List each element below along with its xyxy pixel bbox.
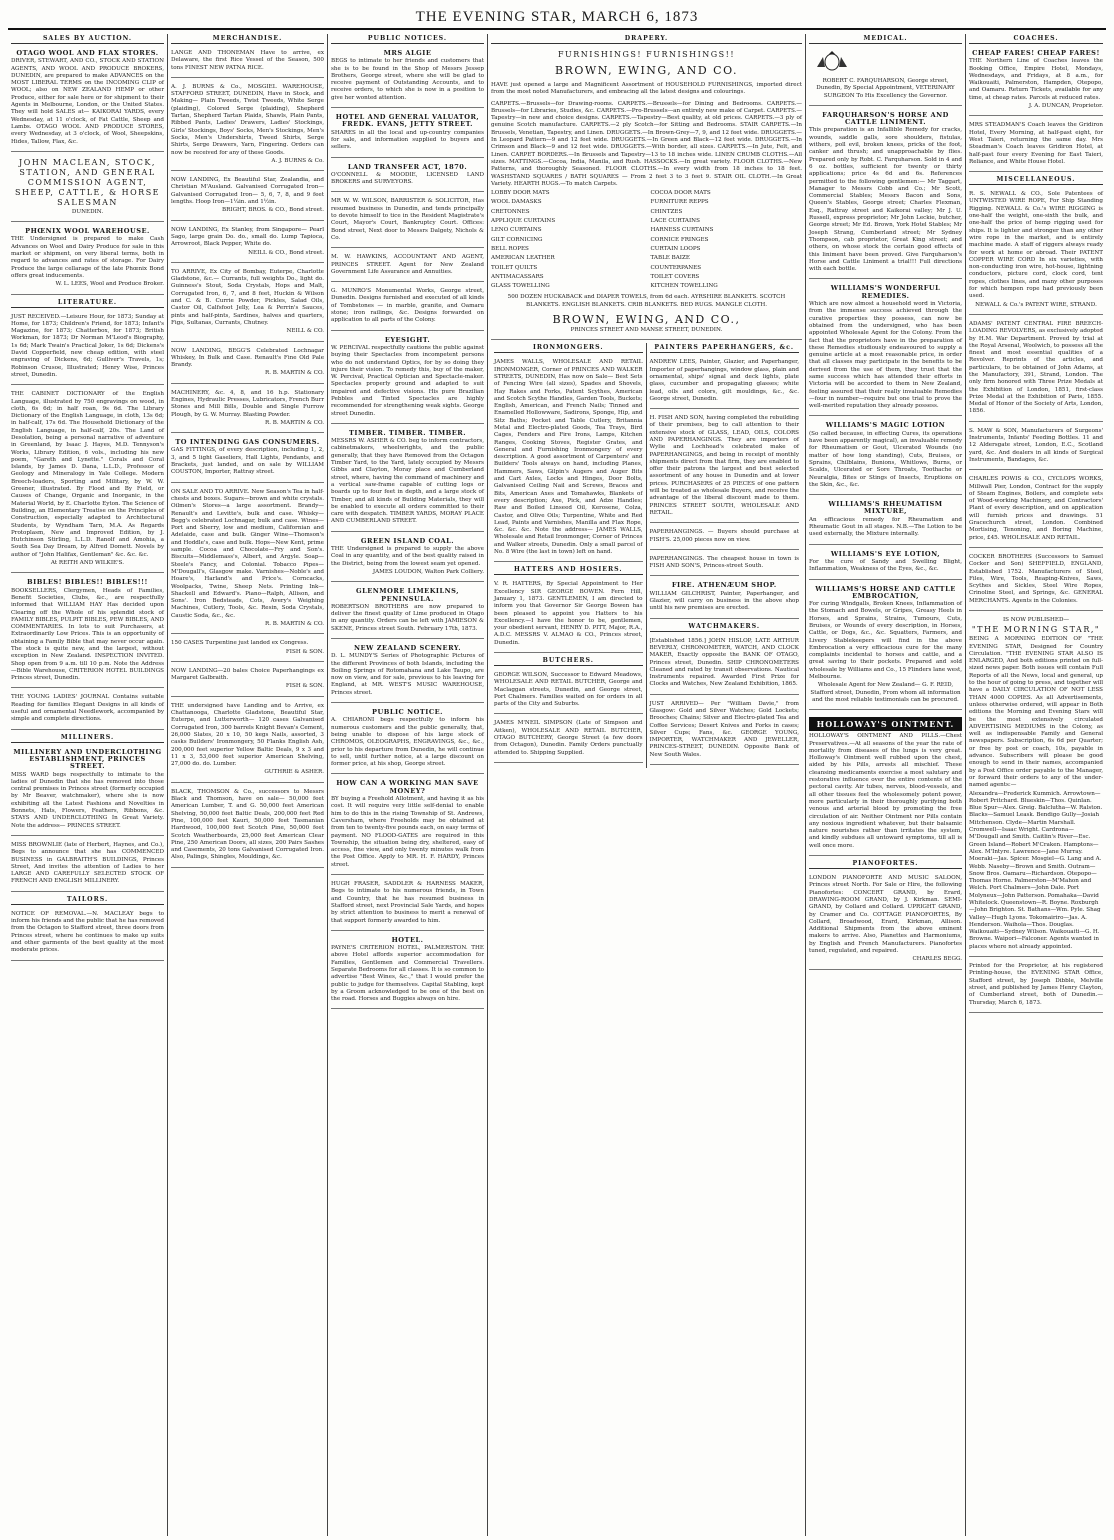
ad-lange-thoneman: LANGE AND THONEMAN Have to arrive, ex Delaware, the first Rice Vessel of the Season, 500 tons FINEST NEW PATNA RICE. — [171, 47, 324, 78]
section-heading: COACHES. — [969, 34, 1103, 44]
holloway-banner: HOLLOWAY'S OINTMENT. — [809, 717, 962, 731]
furnishing-item: KITCHEN TOWELLING — [650, 283, 718, 290]
ad-andrew-lees: ANDREW LEES, Painter, Glazier, and Paperhanger, Importer of paperhangings, window glass, plain and ornamental, ships' signal and deck lights, plate glass, cucumber and propagating glasses; white lead, oils and colors, gilt mouldings, &c., &c. George street, Dunedin. — [650, 356, 800, 409]
ad-hatters: V. R. HATTERS, By Special Appointment to Her Excellency SIR GEORGE BOWEN. Fern Hill, January 1, 1873. GENTLEMEN, I am directed to inform you that Governor Sir George Bowen has been pleased to appoint you Hatters to his Excellency.—I have the honor to be, gentlemen, your obedient servant, HENRY D. PITT, Major, R.A., A.D.C. MESSRS V. ALMAO & CO., Princes street, Dunedin. — [494, 578, 643, 653]
ad-fire-athenaeum: FIRE. ATHENÆUM SHOP. WILLIAM GILCHRIST, Painter, Paperhanger, and Glazier, will carry on business in the above shop until his new premises are erected. — [650, 579, 800, 618]
ad-turpentine: 150 CASES Turpentine just landed ex Congress. FISH & SON. — [171, 637, 324, 662]
royal-crest-icon — [809, 51, 855, 71]
ad-gas-fittings: TO INTENDING GAS CONSUMERS. GAS FITTINGS, of every description, including 1, 2, 3, and 5 light Gaseliers, Hall Lights, Pendants, and Brackets, just landed, and on sale by WILLIAM COUSTON, Importer, Rattray street. — [171, 436, 324, 482]
ad-literature: JUST RECEIVED.—Leisure Hour, for 1873; Sunday at Home, for 1873; Children's Friend, for 1873; Infant's Magazine, for 1873; Chatterbox, for 1873; British Workman, for 1873; Dr Norman M'Leod's Biography, 1s 6d; Mark Twain's Practical Joker, 1s 6d; Dickens's David Copperfield, new cheap edition, with steel engraving of Dickens, 6d; Gulliver's Travels, 1s; Robinson Crusoe, Illustrated; Henry Wise, Princes street, Dunedin. — [11, 311, 164, 386]
ad-bright-bros: NOW LANDING, Ex Beautiful Star, Zealandia, and Christian M'Ausland. Galvanised Corrugated Iron— Galvanised Corrugated Iron— 5, 6, 7, 8, and 9 feet lengths. Hoop Iron—1¼in. and 1½in. BRIGHT, BROS. & CO., Bond street. — [171, 174, 324, 220]
ad-george-wilson: GEORGE WILSON, Successor to Edward Meadows, WHOLESALE AND RETAIL BUTCHER, George and Maclaggan streets, Dunedin, and George street, Port Chalmers. Families waited on for orders in all parts of the City and Suburbs. — [494, 669, 643, 714]
ad-newall: R. S. NEWALL & CO., Sole Patentees of UNTWISTED WIRE ROPE, For Ship Standing Rigging. NEWALL & Co.'s WIRE RIGGING is one-half the weight, one-sixth the bulk, and one-half the price of hemp rigging used for ships. It is lighter and stronger than any other wire rope in the market, and is entirely machine made. A staff of riggers always ready for work at home or abroad. Their PATENT COPPER WIRE CORD In six varieties, with non-conducting iron wire, hot-house, lightning conductors, picture cord, clock cord, tent ropes, clothes lines, and many other purposes for which hempen rope had previously been used. NEWALL & Co.'s PATENT WIRE, STRAND. — [969, 188, 1103, 315]
ad-munro-monumental: G. MUNRO'S Monumental Works, George street, Dunedin. Designs furnished and executed of all kinds of Tombstones — in marble, granite, and Oamaru stone; iron railings, &c. Designs forwarded on application to all parts of the Colony. — [331, 285, 484, 330]
section-heading: DRAPERY. — [491, 34, 802, 44]
ad-embrocation: WILLIAMS'S HORSE AND CATTLE EMBROCATION, For curing Windgalls, Broken Knees, Inflammation of the Stomach and Bowels, or Gripes, Greasy Heels in Horses, and Sprains, Strains, Tumours, Cuts, Bruises, or Wounds of every description, in Horses, Cattle, or Dogs, &c., &c. Squatters, Farmers, and Livery Stablekeepers will find in the above Embrocation a very efficacious cure for the many complaints incidental to horses and cattle, and a great saving to their pockets. Prepared and sold wholesale by Williams and Co., 15 Flinders lane west, Melbourne. Wholesale Agent for New Zealand— G. F. REID, Stafford street, Dunedin, From whom all information and the most reliable testimonials can be procured. — [809, 583, 962, 711]
ad-maw-and-son: S. MAW & SON, Manufacturers of Surgeons' Instruments, Infants' Feeding Bottles. 11 and 12 Aldersgate street, London, E.C., Scotland yard, &c. And dealers in all kinds of Surgical Instruments, Bandages, &c. — [969, 425, 1103, 470]
section-heading: LITERATURE. — [11, 298, 164, 308]
ad-wilson-barrister: MR W. W. WILSON, BARRISTER & SOLICITOR, Has resumed business in Dunedin, and tends principally to devote himself to tice in the Resident Magistrate's Court, Mayor's Court, Bankruptcy Court. Offices: Bond street, Next door to Messrs Dalgety, Nichols & Co. — [331, 195, 484, 248]
furnishing-item: GILT CORNICING — [491, 236, 543, 243]
furnishing-item: CORNICE FRINGES — [650, 236, 709, 243]
furnishing-item: COUNTERPANES — [650, 264, 702, 271]
ad-black-thomson: BLACK, THOMSON & Co., successors to Messrs Black and Thomson, have on sale— 50,000 feet American Lumber, T. and G. 50,000 feet American Shelving, 50,000 feet Baltic Deals, 200,000 feet Red Pine, 100,000 feet Kauri, 50,000 feet Tasmanian Hardwood, 100,000 feet Scotch Pine, 50,000 feet Scotch Weatherboards, 25,000 feet American Clear Pine, 250 American Doors, all sizes, 200 Pairs Sashes and Casements, 20 tons Galvanised Corrugated Iron. Also, Palings, Shingles, Mouldings, &c. — [171, 786, 324, 868]
ad-burns-mosgiel: A. J. BURNS & Co., MOSGIEL WAREHOUSE, STAFFORD STREET, DUNEDIN, Have in Stock, and Making— Plain Tweeds, Twist Tweeds, White Serge (plaiding), Colored Serge (plaiding), Shepherd Tartan, Shepherd Tartan Plaids, Shawls, Plain Pants, Ribbed Pants, Ladies' Drawers, Ladies' Stockings, Girls' Stockings, Boys' Socks, Men's Stockings, Men's Socks, Men's Undershirts, Tweed Shirts, Serge Shirts, Serge Drawers, Yarn, Fingering. Orders can now be received for any of these Goods. A. J. BURNS & Co. — [171, 81, 324, 171]
ad-hotel-valuator: HOTEL AND GENERAL VALUATOR, FREDK. EVANS, JETTY STREET. SHARES in all the local and up-country companies for sale, and information supplied to buyers and sellers. — [331, 111, 484, 157]
furnishing-item: ANTIMACASSARS — [491, 273, 544, 280]
ad-timber: TIMBER. TIMBER. TIMBER. MESSRS W. ASHER & CO. beg to inform contractors, cabinetmakers, wheelwrights, and the public generally, that they have Removed from the Octagon Timber Yard, to the Yard, lately occupied by Messrs Gibbs and Clayton, Moray place and Cumberland street, where, having the command of machinery and a vertical saw-frame capable of cutting logs or boards up to four feet in depth, and a large stock of Timber, and all kinds of Building Materials, they will be enabled to execute all orders committed to their care with despatch. TIMBER YARDS, MORAY PLACE AND CUMBERLAND STREET. — [331, 427, 484, 532]
masthead: THE EVENING STAR, MARCH 6, 1873 — [8, 4, 1106, 30]
ad-george-young: JUST ARRIVED— Per "William Davie," from Glasgow: Gold and Silver Watches; Gold Lockets; Brooches; Chains; Silver and Electro-plated Tea and Coffee Services; Desert Knives and Forks in cases; Silver Cups; Fans, &c. GEORGE YOUNG, IMPORTER, WATCHMAKER AND JEWELLER, PRINCES-STREET, DUNEDIN. Opposite Bank of New South Wales. — [650, 698, 800, 765]
ad-holloway: HOLLOWAY'S OINTMENT. HOLLOWAY'S OINTMENT AND PILLS.—Chest Preservatives.—At all seasons of the year the rate of mortality from diseases of the lungs is very great. Holloway's Ointment well rubbed upon the chest, aided by his Pills, arrests all mischief. These cleansing medicaments exercise a most salutary and restorative influence over the entire contents of the pectoral cavity. Air tubes, nerves, blood-vessels, and all other tissues feel the wholesomely potent power, more particularly in their thoroughly purifying both venous and arterial blood by promoting the free circulation of air. Neither Ointment nor Pills contain any noxious ingredient whatever, but their balsamic nature nourishes rather than irritates the system, and kindly subdues all untoward symptoms, till all is well once more. — [809, 713, 962, 856]
ad-glenmore-limekilns: GLENMORE LIMEKILNS, PENINSULA. ROBERTSON BROTHERS are now prepared to deliver the finest quality of Lime produced in Otago in any quantity. Orders can be left with JAMIESON & SKENE, Princes street South. February 17th, 1873. — [331, 585, 484, 639]
section-heading: HATTERS AND HOSIERS. — [494, 565, 643, 575]
ad-farquharson-liniment: FARQUHARSON'S HORSE AND CATTLE LINIMENT. This preparation is an Infallible Remedy for cracks, wounds, saddle galls, sore shoulders, fistulas, withers, poll evil, broken knees, pricks of the foot, canker and thrush; and unapproachable by flies. Prepared only by Robt. C. Farquharson. Sold in 4 and 6 oz. bottles, sufficient for twenty or thirty applications; price 4s 6d and 6s. References permitted to the following gentlemen:— Mr Taggart, Manager to Messrs Cobb and Co.; Mr Scott, Commercial Stables; Messrs Bacon and Sons, Queen's Stables, George street; Charles Flexman, Esq., Rattray street and Kaikorai valley; Mr J. U. Russell, express proprietor; Mr John Leckie, butcher, George street; Mr Ed. Brown, York Hotel Stables; Mr Joseph Strang, Cumberland street; Mr Sydney Thompson, cab proprietor, Great King street; and others, on whose stock the certain good effects of this liniment have been proved. Give Farquharson's Horse and Cattle Liniment a trial!!! Full directions with each bottle. — [809, 109, 962, 280]
ad-guthrie-asher: THE undersigned have Landing and to Arrive, ex Chattanooga, Charlotte Gladstone, Beautiful Star, Euterpe, and Lutterworth— 120 cases Galvanised Corrugated Iron, 300 barrels Knight Bevan's Cement, 26,000 Slates, 20 x 10, 50 kegs Nails, assorted, 3 casks Builders' Ironmongery, 50 Flanks English Ash, 200,000 feet superior Yellow Baltic Deals, 9 x 3 and 11 x 3, 53,000 feet superior American Shelving, 27,000 do. do. Lumber. GUTHRIE & ASHER. — [171, 700, 324, 783]
furnishing-item: WOOL DAMASKS — [491, 199, 542, 206]
column-public-notices — [328, 34, 488, 1536]
ad-hugh-fraser: HUGH FRASER, SADDLER & HARNESS MAKER, Begs to intimate to his numerous friends, in Town and Country, that he has resumed business in Stafford street, next Provincial Sale Yards, and hopes by strict attention to business to merit a renewal of that support formerly awarded to him. — [331, 878, 484, 931]
ad-steadman-coach: MRS STEADMAN'S Coach leaves the Gridiron Hotel, Every Morning, at half-past eight, for West Taieri, returning the same day. Mrs Steadman's Coach leaves Gridiron Hotel, at half-past four every Evening for East Taieri, Reliance, and White House Hotel. — [969, 119, 1103, 172]
furnishing-list — [491, 189, 802, 291]
ad-mrs-algie: MRS ALGIE BEGS to intimate to her friends and customers that she is to be found in the Shop of Messrs Jessep Brothers, George street, where she will be glad to receive payment of Outstanding Accounts, and to receive orders, to which she is now in a position to give her wonted attention. — [331, 47, 484, 108]
ad-james-walls: JAMES WALLS, WHOLESALE AND RETAIL IRONMONGER, Corner of PRINCES AND WALKER STREETS, DUNEDIN, Has now on Sale— Best Sets of Fencing Wire (all sizes), Spades and Shovels, Hay Rakes and Forks, Patent Scythes, American and Scotch Scythe Handles, Garden Tools, Buckets; English, American, and French Nails; Tinned and Enamelled Hollowware, Sadirons, Sponge, Hip, and Sitz Baths; Pocket and Table Cutlery, Britannia Metal and Electro-plated Goods, Tea Trays, Bird Cages, Fenders and Fire Irons, Lamps, Kitchen Ranges, Cooking Stoves, Register Grates, and General and Furnishing Ironmongery of every description. A good assortment of Carpenters' and Builders' Tools always on hand, including Planes, Hammers, Saws, Gilpin's Augers and Auger Bits and Cart Axles, Locks and Hinges, Door Bolts, Galvanised Ceiling Nail and Screws, Braces and Bits, American Axes and Tomahawks, Blankets of every description; Axe, Pick, and Adze Handles; Raw and Boiled Linseed Oil, Kerosene, Colza, Castor, and Olive Oils; Turpentine, White and Red Lead, Paints and Varnishes, Manilla and Flax Rope, &c. &c. &c. Note the address— JAMES WALLS, Wholesale and Retail Ironmonger, Corner of Princes and Walker streets, Dunedin. Only a small parcel of No. 8 Wire (the last in town) left on hand. — [494, 356, 643, 562]
section-heading: MERCHANDISE. — [171, 34, 324, 44]
furnishing-item: CHINTZES — [650, 208, 683, 215]
section-heading: MILLINERS. — [11, 733, 164, 743]
ad-nz-scenery: NEW ZEALAND SCENERY. D. L. MUNDY'S Series of Photographic Pictures of the different Provinces of both Islands, including the Boiling Springs of Rotomahana and Lake Taupo, are now on view, and for sale, previous to his leaving for England, at MR. WEST'S MUSIC WAREHOUSE, Princes street. — [331, 642, 484, 703]
section-heading: SALES BY AUCTION. — [11, 34, 164, 44]
ad-simpson-butcher: JAMES M'NEIL SIMPSON (Late of Simpson and Aitken), WHOLESALE AND RETAIL BUTCHER, OTAGO BUTCHERY, George Street (a few doors from Octagon), Dunedin. Family Orders punctually attended to. Shipping Supplied. — [494, 717, 643, 762]
ad-bibles: BIBLES! BIBLES!! BIBLES!!! BOOKSELLERS, Clergymen, Heads of Families, Benefit Societies, Clubs, &c., are respectfully informed that WILLIAM HAY Has decided upon Clearing off the Whole of his splendid stock of FAMILY BIBLES, PULPIT BIBLES, PEW BIBLES, AND COMMENTARIES. In lots to suit Purchasers, at Extraordinarily Low Prices. This is an opportunity of obtaining a Family Bible that may never occur again. The stock is quite new, and the largest, without exception in New Zealand. INSPECTION INVITED. Shop open from 9 a.m. till 10 p.m. Note the Address—Bible Warehouse, CRITERION HOTEL BUILDINGS Princes street, Dunedin. — [11, 576, 164, 688]
furnishing-item: TOILET QUILTS — [491, 264, 538, 271]
ad-young-ladies-journal: THE YOUNG LADIES' JOURNAL Contains suitable Reading for families Elegant Designs in all kinds of useful and ornamental Needlework, accompanied by simple and complete directions. — [11, 691, 164, 729]
ad-john-hislop: [Established 1856.] JOHN HISLOP, LATE ARTHUR BEVERLY, CHRONOMETER, WATCH, AND CLOCK MAKER, Exactly opposite the BANK OF OTAGO, Princes street, Dunedin. SHIP CHRONOMETERS Cleaned and rated by transit observations. Nautical Instruments repaired. Awarded First Prize for Clocks and Watches, New Zealand Exhibition, 1865. — [650, 635, 800, 695]
section-heading: IRONMONGERS. — [494, 343, 643, 353]
ad-coaches: CHEAP FARES! CHEAP FARES! THE Northern Line of Coaches leaves the Booking Office, Empire Hotel, Mondays, Wednesdays, and Fridays, at 8 a.m., for Waikouaiti, Palmerston, Hampden, Otepopo, and Oamaru. Return Tickets, available for any time, at cheap rates. Parcels at reduced rates. J. A. DUNCAN, Proprietor. — [969, 47, 1103, 116]
ad-farquharson: ROBERT C. FARQUHARSON, George street, Dunedin, By Special Appointment, VETERINARY SURGEON To His Excellency the Governor. — [809, 47, 962, 106]
furnishing-item: GLASS TOWELLING — [491, 283, 550, 290]
ad-eye-lotion: WILLIAMS'S EYE LOTION, For the cure of Sandy and Swelling Blight, Inflammation, Weakness of the Eyes, &c., &c. — [809, 548, 962, 580]
ad-morning-star: IS NOW PUBLISHED— "THE MORNING STAR," BEING A MORNING EDITION OF "THE EVENING STAR, Designed for Country Circulation. "THE EVENING STAR ALSO IS ENLARGED, And both editions printed on full-sized news paper. Both issues will contain Full Reports of all the News, local and general, up to the hour of going to press, and together will have a DAILY CIRCULATION OF NOT LESS THAN 4000 COPIES. As all Advertisements, unless otherwise ordered, will appear in Both editions the Morning and Evening Stars will be the most extensively circulated ADVERTISING MEDIUMS in the Colony, as well as indispensable Family and General newspapers. Subscription, 6s 6d per Quarter; or free by post or coach, 10s, payable in advance. Subscribers will please be good enough to send in their names, accompanied by a Post Office order payable to the Manager, or forward their orders to any of the under-named agents:— Alexandra—Frederick Kummich. Arrowtown—Robert Pritchard. Blueskin—Thos. Quinlan. Blue Spur—Alex. Greig. Balclutha—W. Ralston. Blacks—Samuel Leask. Bendigo Gully—Josiah Mitchenson. Clyde—Martin Marshall. Cromwell—Isaac Wright. Cardrona—M'Dougall and Smith. Caitlin's River—Esc. Green Island—Robert M'Craken. Hamptons—Alex. M'Intyre. Lawrence—Jane Murray. Moeraki—Jas. Spicer. Mosgiel—G. Lang and A. Webb. Naseby—Brown and Smith. Outram—Snow Bros. Oamaru—Richardson. Otepopo—Thomas Horne. Palmerston—M'Mahon and Welch. Port Chalmers—John Dale. Port Molyneux—John Patterson. Pomahaka—David Whitelock. Queenstown—R. Boyne. Roxburgh—John Brighton. St. Bathans—Wm. Pyle. Shag Valley—Hugh Lyons. Tokomairiro—Jas. A. Henderson. Waihola—Thos. Douglas. Waikouaiti—Sydney Wilson. Waikouaiti—G. H. Browne. Waipori—Falconer. Agents wanted in places where not already appointed. — [969, 614, 1103, 957]
ad-fish-and-son: H. FISH AND SON, having completed the rebuilding of their premises, beg to call attention to their extensive stock of GLASS, LEAD, OILS, COLORS AND PAPERHANGINGS. They are importers of Wylie and Lochhead's celebrated make of PAPERHANGINGS, and being in receipt of monthly shipments direct from that firm, they are enabled to offer their patrons the largest and best selected assortment of any house in Dunedin and at lower prices. PURCHASERS of 25 PIECES of one pattern will be treated as wholesale Buyers, and receive the advantage of the liberal discount made to them. PRINCES STREET SOUTH, WHOLESALE AND RETAIL. — [650, 412, 800, 523]
ad-eyesight: EYESIGHT. W. PERCIVAL respectfully cautions the public against buying their Spectacles from incompetent persons who do not understand Optics, for by so doing they injure their vision. To remedy this, buy of the maker, W. Percival, Practical Optician and Spectacle-maker. Spectacles properly ground and adapted to suit impaired and defective visions. His pure Brazilian Pebbles and Tinted Spectacles are highly recommended for strengthening weak sights. George street Dunedin. — [331, 334, 484, 424]
column-coaches — [966, 34, 1106, 1536]
imprint: Printed for the Proprietor, at his registered Printing-house, the EVENING STAR Office, Stafford street, by Joseph Dibble, Melville street, and published by James Henry Clayton, of Cumberland street, both of Dunedin.—Thursday, March 6, 1873. — [969, 960, 1103, 1013]
furnishing-item: HARNESS CURTAINS — [650, 227, 714, 234]
ad-on-sale: ON SALE AND TO ARRIVE. New Season's Tea in half-chests and boxes. Sugars—brown and white crystals. Oilmen's Stores—a large assortment. Brandy—Renault's and Levitte's, bulk and case. Whisky—Begg's celebrated Lochnagar, bulk and case. Wines—Port and Sherry, low and medium, Californian and Adelaide, case and bulk. Ginger Wine—Thomson's and Hoddle's, case and bulk. Hops—New Kent, prime sample. Cocoa and Chocolate—Fry and Son's. Biscuits—Middlemass's, Albert, and Argyle. Soap—Steele's Fancy, and Colonial. Tobacco Pipes—M'Dougall's, Glasgow make. Varnishes—Noble's and Hoare's, Harland's and Price's. Corncacks, Woolpacks, Twine, Sheep Nets. Printing Ink—Shackell and Edward's. Piano—Ralph, Allison, and Sons'. Iron Bedsteads, Cots, Avery's Weighing Machines, Cutlery, Tools, &c. Resin, Soda Crystals, Caustic Soda, &c., &c. R. B. MARTIN & CO. — [171, 486, 324, 635]
ad-tailor: NOTICE OF REMOVAL.—N. MACLEAY begs to inform his friends and the public that he has removed from the Octagon to Stafford street, three doors from Princes street, where he continues to make up suits and other garments of the best quality at the most moderate prices. — [11, 908, 164, 961]
ad-williams-remedies: WILLIAMS'S WONDERFUL REMEDIES. Which are now almost a household word in Victoria, from the immense success achieved through the curative properties they possess, can now be obtained from the undersigned, who has been appointed Wholesale Agent for the Colony. From the fact that the proprietors have in the preparation of these Remedies studiously endeavoured to supply a genuine article at a most reasonable price, in order that all classes may participate in the benefits to be derived from the use of them, they trust that the same success which has attended their efforts in Victoria will be accorded to them in New Zealand, feeling assured that their really invaluable Remedies —four in number—require but one trial to prove the well-merited reputation they already possess. — [809, 282, 962, 416]
furnishing-item: LENO CURTAINS — [491, 227, 542, 234]
ad-cabinet-dictionary: THE CABINET DICTIONARY of the English Language, illustrated by 750 engravings on wood, in cloth, 6s 6d; in half roan, 9s 6d. The Library Dictionary of the English Language, in cloth, 13s 6d; in half-calf, 17s 6d. The Household Dictionary of the English Language, in half-calf, 20s. The Land of Desolation, being a personal narrative of adventure in Greenland, by Isaac J. Hayes, M.D. Tennyson's Works, Library Edition, 6 vols., including his new poem, "Gareth and Lynette." Corals and Coral Islands, by James D. Dana, L.L.D., Professor of Geology and Mineralogy in Yale College. Modern Breech-loaders, Sporting and Military, by W. W. Greener, illustrated. By Flood and By Field, or Causes of Change, Organic and Inorganic, in the Material World, by E. Charlotte Eyton. The Science of Building, an Elementary Treatise on the Principles of Construction, especially adapted to Architectural Students, by Wyndham Tarn, M.A. As Regards Protoplasm, New and Improved Edition, by J. Hutchinson Stirling, L.L.D. Ranolf and Amohia, a South Sea Day Dream, by Alfred Domett. Novels by author of "John Halifax, Gentleman" &c. &c. &c. At REITH AND WILKIE'S. — [11, 388, 164, 573]
ad-green-island-coal: GREEN ISLAND COAL. THE Undersigned is prepared to supply the above Coal in any quantity, and of the best quality raised in the District, being from the lowest seam yet opened. JAMES LOUDON, Walton Park Colliery. — [331, 535, 484, 582]
section-heading: BUTCHERS. — [494, 656, 643, 666]
ad-paperhangings: NOW LANDING—20 bales Choice Paperhangings ex Margaret Galbraith. FISH & SON. — [171, 665, 324, 697]
section-heading: MISCELLANEOUS. — [969, 175, 1103, 185]
column-sales-by-auction — [8, 34, 168, 1536]
ad-miss-brownlie: MISS BROWNLIE (late of Herbert, Haynes, and Co.), Begs to announce that she has COMMENCED BUSINESS in GALBRAITH'S BUILDINGS, Princes Street, And invites the attention of Ladies to her LARGE AND CAREFULLY SELECTED STOCK OF FRENCH AND ENGLISH MILLINERY. — [11, 839, 164, 892]
ad-paperhangings-1: PAPERHANGINGS. — Buyers should purchase at FISH'S. 25,000 pieces now on view. — [650, 526, 800, 550]
furnishing-item: BELL ROPES — [491, 245, 529, 252]
column-medical — [806, 34, 966, 1536]
column-merchandise — [168, 34, 328, 1536]
ad-rheumatism: WILLIAMS'S RHEUMATISM MIXTURE, An efficacious remedy for Rheumatism and Rheumatic Gout in all stages. N.B.—The Lotion to be used externally, the Mixture internally. — [809, 498, 962, 544]
ad-adams-revolvers: ADAMS' PATENT CENTRAL FIRE BREECH-LOADING REVOLVERS, as exclusively adopted by H.M. War Department. Proved by trial at the Royal Arsenal, Woolwich, to possess all the finest and most essential qualities of a Revolver. Reprints of the articles, and particulars, to be obtained of John Adams, at the Manufactory, 391, Strand, London. The only firm honored with Three Prize Medals at the Exhibition of London, 1851, first-class Prize Medal at the Exhibition of Paris, 1855. Medal of Honor of the Society of Arts, London, 1856. — [969, 318, 1103, 422]
furnishing-item: TABLE BAIZE — [650, 255, 690, 262]
section-heading: TAILORS. — [11, 895, 164, 905]
furnishing-item: AMERICAN LEATHER — [491, 255, 555, 262]
section-heading: PAINTERS PAPERHANGERS, &c. — [650, 343, 800, 353]
ad-machinery: MACHINERY, &c. 4, 8, and 16 h.p. Stationary Engines, Hydraulic Presses, Lubricators, French Burr Stones and Mill Bills, Double and Single Furrow Plough, by G. W. Murray. Blasting Powder. R. B. MARTIN & CO. — [171, 387, 324, 433]
furnishing-item: APPLIQUE CURTAINS — [491, 218, 556, 225]
ad-hawkins: M. W. HAWKINS, ACCOUNTANT AND AGENT, PRINCES STREET. Agent for New Zealand Government Life Assurance and Annuities. — [331, 251, 484, 282]
section-heading: PIANOFORTES. — [809, 859, 962, 869]
subcolumn-ironmongers — [491, 343, 647, 768]
ad-neill-landing: NOW LANDING, Ex Stanley, from Singapore— Pearl Sago, large grain Do. do., small do. Lump Tapioca, Arrowroot, Black Pepper, White do. NEILL & CO., Bond street. — [171, 224, 324, 263]
furnishing-item: CURTAIN LOOPS — [650, 245, 701, 252]
furnishing-item: FURNITURE REPPS — [650, 199, 709, 206]
column-drapery — [488, 34, 806, 1536]
ad-working-man: HOW CAN A WORKING MAN SAVE MONEY? BY buying a Freehold Allotment, and having it as his cost. It will require very little self-denial to enable him to do this in the rising Township of St. Andrews, Caversham, where Freeholds may be obtained at from ten to twenty-five pounds each, on easy terms of payment. NO FLOOD-GATES are required in this Township, the situation being dry, sheltered, easy of access, fine view, and only twenty minutes walk from the Post Office. Apply to MR. H. F. HARDY, Princes street. — [331, 777, 484, 875]
ad-cocker-brothers: COCKER BROTHERS (Successors to Samuel Cocker and Son) SHEFFIELD, ENGLAND, Established 1752. Manufacturers of Steel, Files, Wire, Tools, Reaping-Knives, Saws, Scythes and Sickles, Steel Wire Ropes, Crinoline Steel, and Springs, &c. GENERAL MERCHANTS. Agents in the Colonies. — [969, 551, 1103, 611]
subcolumn-painters — [647, 343, 803, 768]
furnishing-item: LOBBY DOOR MATS — [491, 190, 550, 197]
section-heading: PUBLIC NOTICES. — [331, 34, 484, 44]
furnishing-item: LACE CURTAINS — [650, 218, 700, 225]
ad-otago-wool: OTAGO WOOL AND FLAX STORES. DRIVER, STEWART, AND CO., STOCK AND STATION AGENTS, AND WOOL AND PRODUCE BROKERS, DUNEDIN, are prepared to make ADVANCES on the MOST LIBERAL TERMS on the INCOMING CLIP of WOOL; also on NEW ZEALAND HEMP or other Produce, either for sale here or for shipment to their Agents in Melbourne, London, or the United States. They will hold SALES at— KAIKORAI YARDS, every Wednesday, at 11 o'clock, of Fat Cattle, Sheep and Lambs. OTAGO WOOL AND PRODUCE STORES, every Wednesday, at 3 o'clock, of Wool, Sheepskins, Hides, Tallow, Flax, &c. — [11, 47, 164, 152]
section-heading: WATCHMAKERS. — [650, 622, 800, 632]
ad-charles-powis: CHARLES POWIS & CO., CYCLOPS WORKS, Millwall Pier, London, Contract for the supply of Steam Engines, Boilers, and complete sets of Wood-working Machinery, and Contractors' Plant of every description, and on application will furnish prices and drawings. 51 Gracechurch street, London. Combined Mortising, Tenoning, and Boring Machine, price, £45. WHOLESALE AND RETAIL. — [969, 473, 1103, 548]
furnishing-item: TOILET COVERS — [650, 273, 700, 280]
ad-land-transfer: LAND TRANSFER ACT, 1870. O'CONNELL & MOODIE, LICENSED LAND BROKERS and SURVEYORS. — [331, 161, 484, 193]
ad-john-maclean: JOHN MACLEAN, STOCK, STATION, AND GENERAL COMMISSION AGENT, SHEEP, CATTLE, & HORSE SALESMAN DUNEDIN. — [11, 155, 164, 222]
furnishing-item: COCOA DOOR MATS — [650, 190, 711, 197]
ad-begg-whiskey: NOW LANDING, BEGG'S Celebrated Lochnagar Whiskey, In Bulk and Case. Renault's Fine Old Pale Brandy. R. B. MARTIN & CO. — [171, 345, 324, 384]
furnishing-item: CRETONNES — [491, 208, 530, 215]
ad-magic-lotion: WILLIAMS'S MAGIC LOTION (So called because, in effecting Cures, its operations have been apparently magical), an invaluable remedy for Rheumatism or Gout, Ulcerated Wounds (no matter of how long standing), Cuts, Bruises, or Sprains, Chilblains, Bunions, Whitlows, Burns, or Scalds, Ulcerated or Sore Throats, Toothache or Neuralgia, Bites or Stings of Insects, Eruptions on the Skin, &c., &c. — [809, 419, 962, 495]
ad-paperhangings-2: PAPERHANGINGS. The cheapest house in town is FISH AND SON'S, Princes-street South. — [650, 553, 800, 577]
sub-columns — [491, 343, 802, 768]
section-heading: MEDICAL. — [809, 34, 962, 44]
ad-brown-ewing: FURNISHINGS! FURNISHINGS!! BROWN, EWING, AND CO. HAVE just opened a large and Magnificent Assortment of HOUSEHOLD FURNISHINGS, imported direct from the most noted Manufacturers, and embracing all the latest designs and colourings. CARPETS.—Brussels—for Drawing-rooms. CARPETS.—Brussels—for Dining and Bedrooms. CARPETS.—Brussels—for Libraries, Studies, &c. CARPETS.—Pro-Brussels—an entirely new make of Carpet. CARPETS.—Tapestry—in new and choice designs. CARPETS.—Tapestry—Best quality, at old prices. CARPETS.—3 ply of genuine Scotch manufacture. CARPETS.—2 ply Scotch—for Sitting and Bedrooms. STAIR CARPETS.—In Brussels, Venetian, Tapestry, and Linen. DRUGGETS.—In Brown-Grey—7, 9, and 12 feet wide. DRUGGETS.—In Leopard Pattern—9 and 12 feet wide. DRUGGETS.—In Green and Black—12 feet wide. DRUGGETS.—In Crimson and Black—9 and 12 feet wide. DRUGGETS.—With border, all sizes. CARPETS.—In Jute, Felt, and Linen. CARPET BORDERS.—In Brussels and Tapestry—13 to 18 inches wide. LINEN CRUMB CLOTHS.—All sizes. MATTINGS.—Cocoa, India, Manila, and Rush. HASSOCKS.—In great variety. FLOOR CLOTHS.—New Patterns, and thoroughly Seasoned. FLOOR CLOTHS.—In every width from 18 inches to 18 feet. WASHSTAND SQUARES / BATH SQUARES — From 2 feet 3 to 3 feet 9. STAIR OIL CLOTH.—In Great Variety. HEARTH RUGS.—To match Carpets. LOBBY DOOR MATS COCOA DOOR MATS WOOL DAMASKS FURNITURE REPPS CRETONNES CHINTZES APPLIQUE CURTAINS LACE CURTAINS LENO CURTAINS HARNESS CURTAINS GILT CORNICING CORNICE FRINGES BELL ROPES CURTAIN LOOPS AMERICAN LEATHER TABLE BAIZE TOILET QUILTS COUNTERPANES ANTIMACASSARS TOILET COVERS GLASS TOWELLING KITCHEN TOWELLING 500 DOZEN HUCKABACK and DIAPER TOWELS, from 6d each. AYRSHIRE BLANKETS. SCOTCH BLANKETS. ENGLISH BLANKETS. CRIB BLANKETS. BED RUGS. MANGLE CLOTH. BROWN, EWING, AND CO., PRINCES STREET AND MANSE STREET, DUNEDIN. — [491, 47, 802, 340]
ad-paynes-hotel: HOTEL. PAYNE'S CRITERION HOTEL, PALMERSTON. THE above Hotel affords superior accommodation for Families, Gentlemen and Commercial Travellers. Separate Bedrooms for all classes. It is so common to advertise "Best Wines, &c.," that I would prefer the public to judge for themselves. Capital Stabling, kept by a Groom acknowledged to be one of the best on the road. Horses and Buggies always on hire. — [331, 934, 484, 1010]
ad-chiaroni: PUBLIC NOTICE. A. CHIARONI begs respectfully to inform his numerous customers and the public generally, that, being unable to dispose of his large stock of CHROMOS, OLEOGRAPHS, ENGRAVINGS, &c., &c., prior to his departure from Dunedin, he will continue to sell, until further notice, at a large discount on former price, at his shop, George street. — [331, 706, 484, 774]
ad-neill-to-arrive: TO ARRIVE, Ex City of Bombay, Euterpe, Charlotte Gladstone, &c.— Currants, full weights Do., light do. Guinness's Stout, Soda Crystals, Hops and Malt, Corrugated Iron, 6, 7, and 8 feet, Huckin & Wilson and C. & B. Currie Powder, Pickles, Salad Oils, Castor Oil, Calfsfoot Jelly, Lea & Perrin's Sauces, pints and half-pints, Sardines, halves and quarters, Figs, Sultanas, Currants, Chutney. NEILL & CO. — [171, 266, 324, 342]
ad-millinery: MILLINERY AND UNDERCLOTHING ESTABLISHMENT, PRINCES STREET. MISS WARD begs respectfully to intimate to the ladies of Dunedin that she has removed into those central premises in Princes street (formerly occupied by Mr Beaver, watchmaker), where she is now exhibiting all the Latest Fashions and Novelties in Bonnets, Hats, Flowers, Feathers, Ribbons, &c. STAYS AND UNDERCLOTHING In Great Variety. Note the address— PRINCES STREET. — [11, 746, 164, 836]
ad-pianofortes: LONDON PIANOFORTE AND MUSIC SALOON, Princes street North. For Sale or Hire, the following Pianofortes: CONCERT GRAND, by Erard, DRAWING-ROOM GRAND, by J. Kirkman. SEMI-GRAND, by Collard and Collard. UPRIGHT GRAND, by Cramer and Co. COTTAGE PIANOFORTES, By Collard, Broadwood, Erard, Kirkman, Allison. Additional Shipments from the above eminent makers to arrive. Also, Pianettes and Harmoniums, by English and French Manufacturers. Pianofortes tuned, regulated, and repaired. CHARLES BEGG. — [809, 872, 962, 970]
ad-phoenix-wool: PHŒNIX WOOL WAREHOUSE. THE Undersigned is prepared to make Cash Advances on Wool and Dairy Produce for sale in this market or shipment, on very liberal terms, both in regard to advances and rates of storage. For Dairy Produce the large cellarage of the late Phœnix Bond offers great inducements. W. L. LEES, Wool and Produce Broker. — [11, 225, 164, 294]
